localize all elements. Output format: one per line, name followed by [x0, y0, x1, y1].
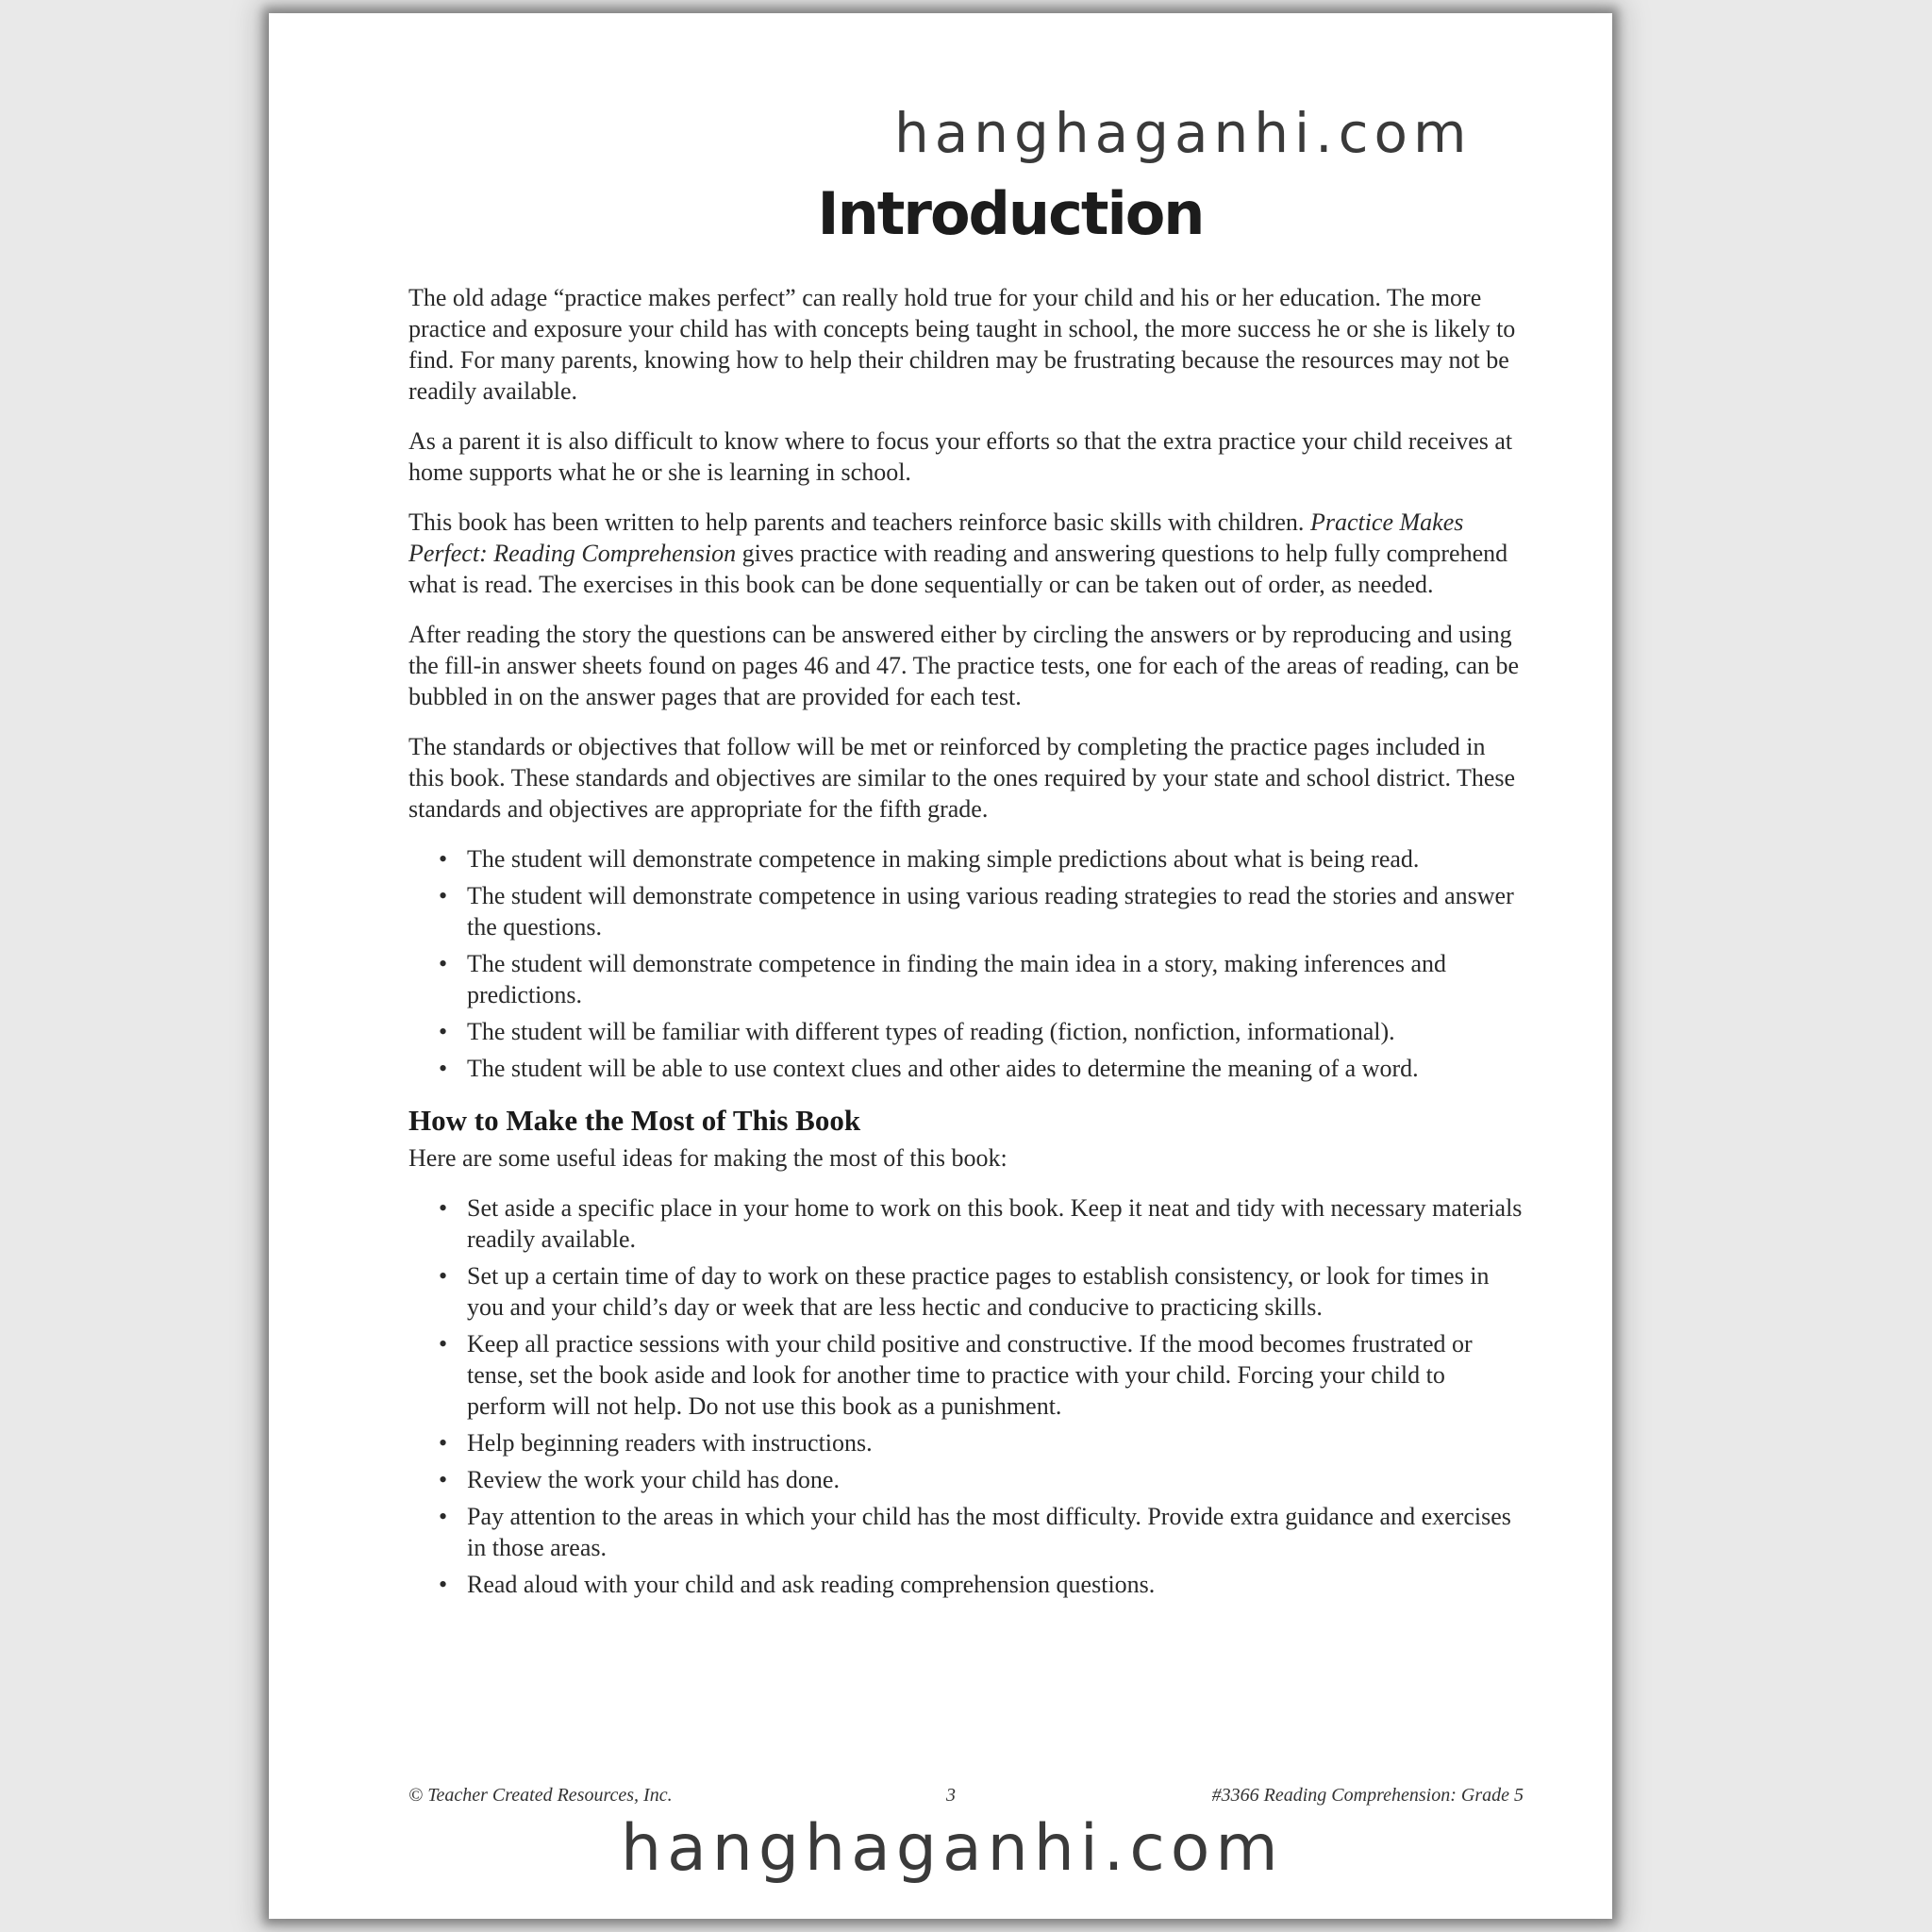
- book-title-italic: Practice Makes Perfect: Reading Comprehension: [408, 508, 1464, 567]
- paragraph-1: The old adage “practice makes perfect” can really hold true for your child and his or her education. The more practice and exposure your child has with concepts being taught in school, the more success he or she is likely to find. For many parents, knowing how to help their children may be frustrating because the resources may not be readily available.: [408, 284, 1516, 405]
- document-page: [269, 13, 1612, 1919]
- list-item: • Help beginning readers with instructions.: [408, 1427, 1524, 1458]
- section-intro: Here are some useful ideas for making the most of this book:: [408, 1144, 1008, 1172]
- list-item: • The student will demonstrate competence in making simple predictions about what is being read.: [408, 843, 1524, 874]
- document-body: [408, 282, 1524, 1619]
- objectives-list: [408, 843, 1524, 1084]
- paragraph-3: [408, 507, 1524, 600]
- watermark-top: hanghaganhi.com: [894, 101, 1473, 165]
- footer-page-number: 3: [946, 1785, 956, 1806]
- paragraph-4: After reading the story the questions can be answered either by circling the answers or by reproducing and using the fill-in answer sheets found on pages 46 and 47. The practice tests, one for each of the areas of reading, can be bubbled in on the answer pages that are provided for each test.: [408, 621, 1520, 710]
- list-item: • Keep all practice sessions with your child positive and constructive. If the mood becomes frustrated or tense, set the book aside and look for another time to practice with your child. Forcing your child to perform will not help. Do not use this book as a punishment.: [408, 1328, 1524, 1422]
- tips-list: [408, 1192, 1524, 1600]
- page-title: Introduction: [817, 179, 1204, 248]
- list-item: • Read aloud with your child and ask reading comprehension questions.: [408, 1569, 1524, 1600]
- footer-copyright: © Teacher Created Resources, Inc.: [408, 1785, 673, 1806]
- watermark-bottom: hanghaganhi.com: [621, 1811, 1284, 1886]
- paragraph-3-start: This book has been written to help parents and teachers reinforce basic skills with children.: [408, 508, 1310, 536]
- paragraph-2: As a parent it is also difficult to know where to focus your efforts so that the extra practice your child receives at home supports what he or she is learning in school.: [408, 427, 1513, 486]
- list-item: • Set up a certain time of day to work on these practice pages to establish consistency, or look for times in you and your child’s day or week that are less hectic and conducive to practicing skills.: [408, 1260, 1524, 1323]
- list-item: • Review the work your child has done.: [408, 1464, 1524, 1495]
- paragraph-3-end: gives practice with reading and answering questions to help fully comprehend what is read. The exercises in this book can be done sequentially or can be taken out of order, as needed.: [408, 540, 1508, 598]
- list-item: • The student will be familiar with different types of reading (fiction, nonfiction, informational).: [408, 1016, 1524, 1047]
- list-item: • The student will demonstrate competence in using various reading strategies to read the stories and answer the questions.: [408, 880, 1524, 942]
- section-heading: How to Make the Most of This Book: [408, 1104, 861, 1137]
- list-item: • The student will demonstrate competence in finding the main idea in a story, making inferences and predictions.: [408, 948, 1524, 1010]
- paragraph-5: The standards or objectives that follow will be met or reinforced by completing the practice pages included in this book. These standards and objectives are similar to the ones required by your state and school district. These standards and objectives are appropriate for the fifth grade.: [408, 733, 1516, 823]
- list-item: • Pay attention to the areas in which your child has the most difficulty. Provide extra guidance and exercises in those areas.: [408, 1501, 1524, 1563]
- list-item: • Set aside a specific place in your home to work on this book. Keep it neat and tidy with necessary materials readily available.: [408, 1192, 1524, 1255]
- footer-book-info: #3366 Reading Comprehension: Grade 5: [1211, 1785, 1524, 1806]
- list-item: • The student will be able to use context clues and other aides to determine the meaning of a word.: [408, 1053, 1524, 1084]
